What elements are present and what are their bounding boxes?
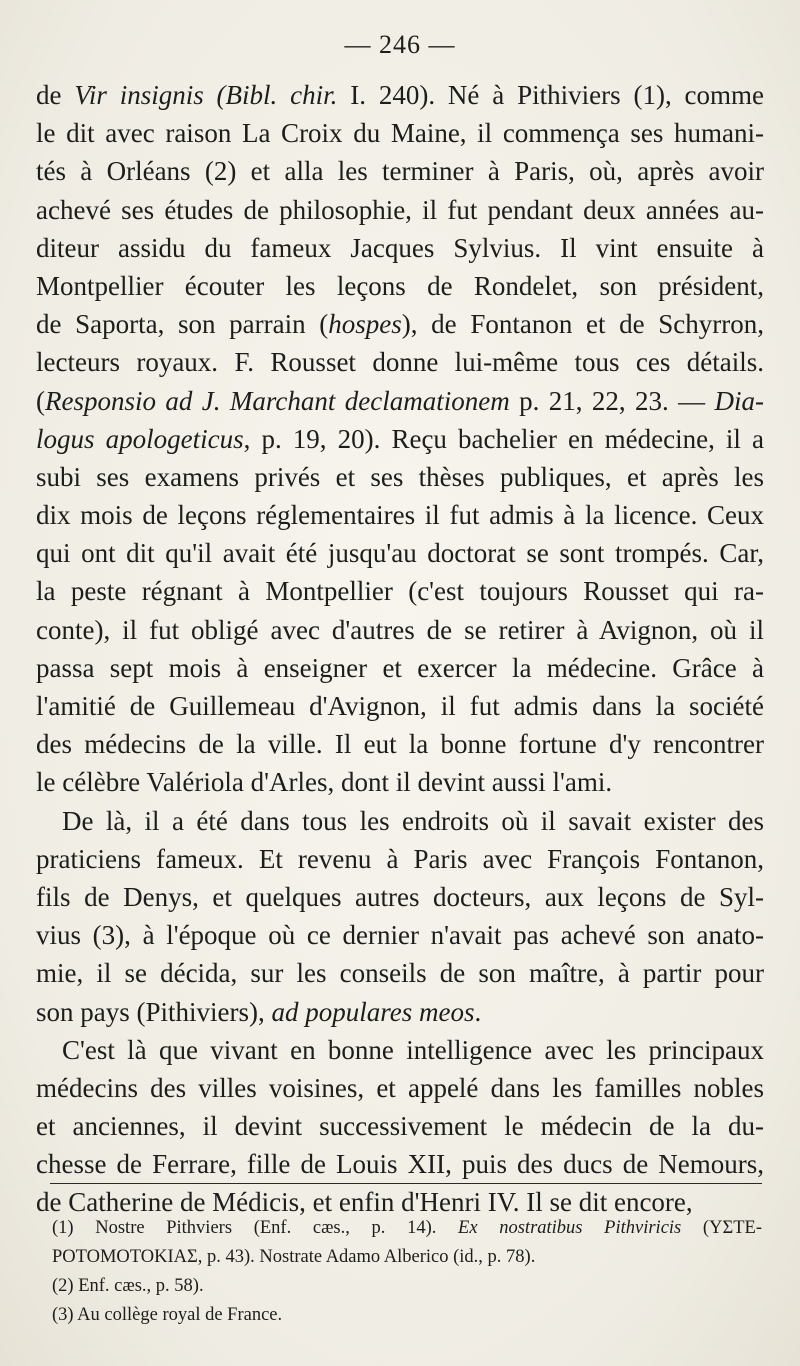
text-segment: I. 240). Né à Pithiviers (1), comme [337,80,765,110]
text-line [36,1069,764,1107]
footnote-line [52,1272,762,1301]
text-segment: des médecins de la ville. Il eut la bonne fortune d'y rencontrer [36,729,764,760]
text-segment: de [36,80,75,110]
text-segment: conte), il fut obligé avec d'autres de se retirer à Avignon, où il [36,614,764,645]
text-line [36,687,764,725]
text-line [36,382,764,420]
italic-text: Vir insignis (Bibl. chir. [74,80,338,110]
text-segment: p. 21, 22, 23. — [509,385,715,416]
text-segment: son pays (Pithiviers), [36,996,272,1027]
text-segment: lecteurs royaux. F. Rousset donne lui-même tous ces détails. [36,347,764,378]
text-segment: C'est là que vivant en bonne intelligence avec les principaux [62,1034,764,1065]
text-line [36,725,764,763]
text-line [36,649,764,687]
text-segment: de Saporta, son parrain ( [36,309,329,340]
text-segment: diteur assidu du fameux Jacques Sylvius. Il vint ensuite à [36,232,764,263]
text-line [36,343,764,381]
text-line [36,572,764,610]
text-segment: fils de Denys, et quelques autres docteurs, aux leçons de Syl- [36,881,764,912]
text-segment: chesse de Ferrare, fille de Louis XII, puis des ducs de Nemours, [36,1149,764,1180]
text-segment: (3) Au collège royal de France. [52,1305,283,1325]
text-line [36,878,764,916]
text-segment: le célèbre Valériola d'Arles, dont il devint aussi l'ami. [36,767,613,798]
footnote-line [52,1301,762,1330]
text-segment: ( [36,385,45,416]
text-segment: l'amitié de Guillemeau d'Avignon, il fut admis dans la société [36,691,764,721]
text-segment: Montpellier écouter les leçons de Rondelet, son président, [36,270,764,301]
text-segment: (1) Nostre Pithviers (Enf. cæs., p. 14). [52,1218,459,1238]
text-line [36,267,764,305]
page-number: — 246 — [344,30,456,59]
text-segment: médecins des villes voisines, et appelé dans les familles nobles [36,1072,764,1103]
text-segment: mie, il se décida, sur les conseils de son maître, à partir pour [36,958,764,989]
text-line [36,420,764,458]
text-segment: . [474,996,482,1027]
text-segment: De là, il a été dans tous les endroits où il savait exister des [62,805,764,836]
footnotes [52,1214,762,1330]
text-segment: passa sept mois à enseigner et exercer la médecine. Grâce à [36,652,764,683]
text-line [36,458,764,496]
main-text [36,76,764,1222]
text-segment: tés à Orléans (2) et alla les terminer à Paris, où, après avoir [36,156,764,187]
text-line [36,114,764,152]
text-segment: praticiens fameux. Et revenu à Paris avec François Fontanon, [36,843,764,874]
text-segment: le dit avec raison La Croix du Maine, il commença ses humani- [36,118,764,149]
text-line [36,840,764,878]
text-line [36,191,764,229]
text-segment: , p. 19, 20). Reçu bachelier en médecine, il a [243,423,764,454]
text-segment: vius (3), à l'époque où ce dernier n'avait pas achevé son anato- [36,920,764,951]
text-line [36,76,764,114]
text-segment: achevé ses études de philosophie, il fut pendant deux années au- [36,194,764,225]
text-line [36,152,764,190]
text-line [36,496,764,534]
italic-text: logus apologeticus [36,423,244,454]
italic-text: Responsio ad J. Marchant declamationem [45,385,510,416]
italic-text: Ex nostratibus Pithviricis [458,1218,682,1238]
text-line [36,1145,764,1183]
text-line [36,763,764,801]
text-segment: la peste régnant à Montpellier (c'est toujours Rousset qui ra- [36,576,764,607]
text-line [36,229,764,267]
text-segment: et anciennes, il devint successivement le médecin de la du- [36,1111,764,1142]
text-segment: (ΥΣΤΕ- [681,1218,762,1238]
footnote-line [52,1214,762,1243]
text-line [36,611,764,649]
text-line [36,1031,764,1069]
text-line [36,305,764,343]
text-segment: ), de Fontanon et de Schyrron, [401,309,764,340]
text-segment: dix mois de leçons réglementaires il fut admis à la licence. Ceux [36,500,764,531]
footnote-rule [50,1183,762,1184]
text-line [36,802,764,840]
italic-text: Dia- [714,385,764,416]
text-segment: subi ses examens privés et ses thèses publiques, et après les [36,461,764,492]
text-segment: qui ont dit qu'il avait été jusqu'au doctorat se sont trompés. Car, [36,538,764,569]
footnote-line [52,1243,762,1272]
text-line [36,1107,764,1145]
text-line [36,954,764,992]
text-segment: (2) Enf. cæs., p. 58). [52,1276,204,1296]
text-segment: de Catherine de Médicis, et enfin d'Henri IV. Il se dit encore, [36,1187,693,1218]
italic-text: hospes [328,309,402,340]
text-line [36,534,764,572]
italic-text: ad populares meos [271,996,475,1027]
text-segment: ΡΟΤΟΜΟΤΟΚΙΑΣ, p. 43). Nostrate Adamo Alberico (id., p. 78). [52,1247,536,1267]
text-line [36,916,764,954]
text-line [36,993,764,1031]
